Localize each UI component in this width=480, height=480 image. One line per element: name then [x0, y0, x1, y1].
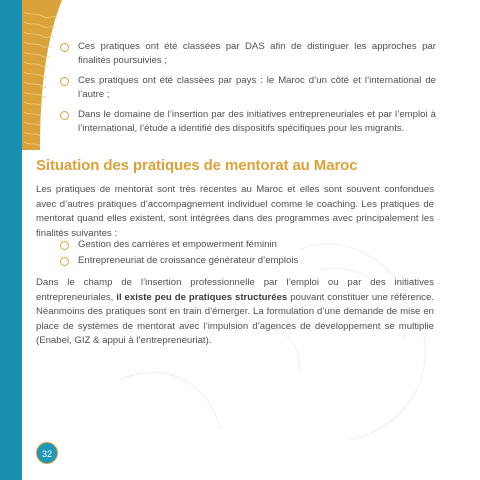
list-item-text: Gestion des carrières et empowerment féminin — [78, 239, 277, 250]
gold-wave-panel — [22, 0, 62, 150]
list-item — [60, 254, 420, 268]
list-item — [60, 40, 436, 68]
list-item — [60, 74, 436, 102]
top-bullet-list — [60, 40, 436, 142]
bullet-ring-icon — [60, 77, 69, 86]
bullet-ring-icon — [60, 257, 69, 266]
list-item — [60, 238, 420, 252]
list-item-text: Dans le domaine de l’insertion par des initiatives entrepreneuriales et par l’emploi à l’international, l’étude a identifié des dispositifs spécifiques pour les migrants. — [78, 109, 436, 134]
section-title: Situation des pratiques de mentorat au Maroc — [36, 157, 358, 174]
bullet-ring-icon — [60, 111, 69, 120]
bullet-ring-icon — [60, 43, 69, 52]
finalities-bullet-list — [60, 238, 420, 270]
paragraph-intro: Les pratiques de mentorat sont très récentes au Maroc et elles sont souvent confondues avec d’autres pratiques d’accompagnement individuel comme le coaching. Les pratiques de mentorat quand elles existent, sont intégrées dans des programmes avec principalement les finalités suivantes : — [36, 184, 434, 239]
paragraph-text-part2: pouvant constituer une référence. Néanmoins des pratiques sont en train d’émerger. La formulation d’une demande de mise en place de systèmes de mentorat avec l’impulsion d’agences de développement se multiplie (Enabel, GIZ & appui à l’entrepreneuriat). — [36, 291, 434, 347]
paragraph-text-part1: Dans le champ de l’insertion professionnelle par l’emploi ou par des initiatives entrepreneuriales, — [36, 277, 434, 303]
list-item-text: Ces pratiques ont été classées par DAS afin de distinguer les approches par finalités poursuivies ; — [78, 41, 436, 66]
paragraph-insertion — [36, 276, 434, 349]
list-item-text: Entrepreneuriat de croissance générateur d’emplois — [78, 255, 299, 266]
paragraph-bold-text: il existe peu de pratiques structurées — [116, 291, 288, 303]
list-item — [60, 108, 436, 136]
page-number-badge: 32 — [36, 442, 58, 464]
list-item-text: Ces pratiques ont été classées par pays : le Maroc d’un côté et l’international de l’autre ; — [78, 75, 436, 100]
bullet-ring-icon — [60, 241, 69, 250]
